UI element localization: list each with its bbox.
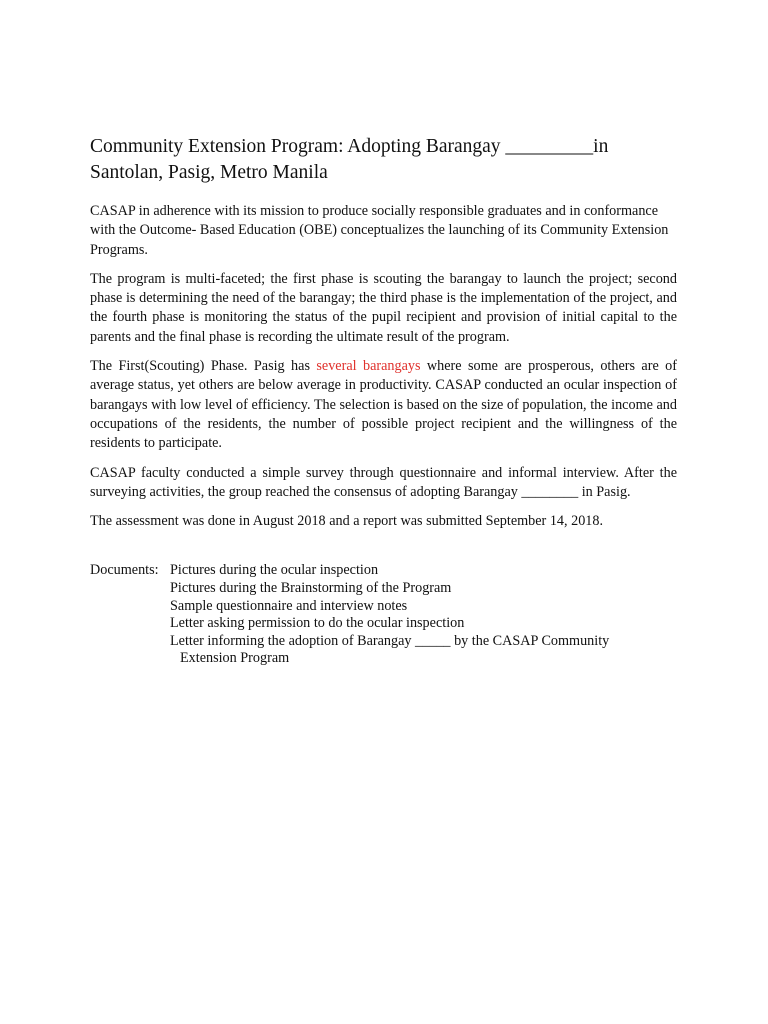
document-item: Pictures during the ocular inspection	[170, 562, 379, 579]
intro-paragraph: CASAP in adherence with its mission to produce socially responsible graduates and in conformance with the Outcome- Based Education (OBE) conceptualizes the launching of its Community Extension Programs.	[90, 203, 669, 258]
document-item: Letter asking permission to do the ocular inspection	[170, 615, 465, 632]
document-item: Letter informing the adoption of Barangay _____ by the CASAP Community	[170, 632, 610, 649]
highlighted-text: several barangays	[316, 358, 421, 375]
scouting-phase-paragraph	[90, 357, 677, 453]
document-item: Sample questionnaire and interview notes	[170, 597, 408, 614]
title-line-1: Community Extension Program: Adopting Barangay _________in	[90, 136, 609, 157]
assessment-paragraph: The assessment was done in August 2018 and a report was submitted September 14, 2018.	[90, 513, 604, 530]
document-title	[90, 134, 677, 186]
documents-first-row	[90, 562, 677, 580]
scouting-phase-text-start: The First(Scouting) Phase. Pasig has	[90, 358, 317, 375]
documents-label: Documents:	[90, 562, 159, 579]
survey-paragraph: CASAP faculty conducted a simple survey through questionnaire and informal interview. After the surveying activities, the group reached the consensus of adopting Barangay ________ in Pasig.	[90, 464, 677, 500]
title-line-2: Santolan, Pasig, Metro Manila	[90, 162, 328, 183]
document-page	[90, 134, 677, 668]
scouting-phase-text-end: where some are prosperous, others are of average status, yet others are below average in productivity. CASAP conducted an ocular inspection of barangays with low level of efficiency. The selection is based on the size of population, the income and occupations of the residents, the number of possible project recipient and the willingness of the residents to participate.	[90, 358, 677, 452]
documents-list	[90, 562, 677, 668]
document-item: Pictures during the Brainstorming of the Program	[170, 580, 452, 597]
document-item-continuation: Extension Program	[180, 650, 290, 667]
program-phases-paragraph: The program is multi-faceted; the first phase is scouting the barangay to launch the project; second phase is determining the need of the barangay; the third phase is the implementation of the project, and the fourth phase is monitoring the status of the pupil recipient and provision of initial capital to the parents and the final phase is recording the ultimate result of the program.	[90, 270, 677, 345]
